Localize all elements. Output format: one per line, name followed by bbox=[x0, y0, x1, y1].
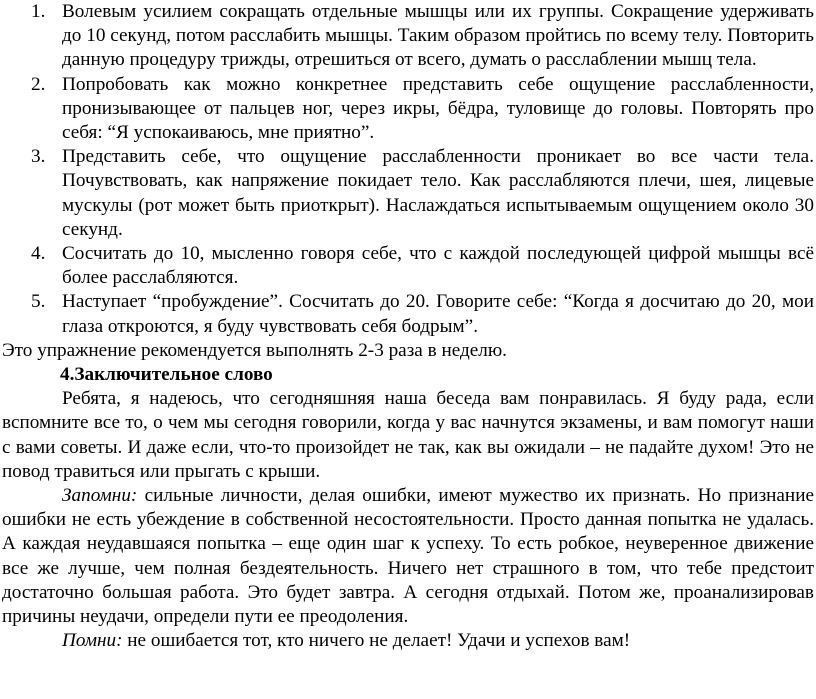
list-item bbox=[2, 0, 816, 73]
recommendation-text: Это упражнение рекомендуется выполнять 2-3 раза в неделю. bbox=[2, 339, 507, 361]
remember2-paragraph bbox=[2, 629, 816, 653]
list-item bbox=[2, 145, 816, 242]
list-item bbox=[2, 73, 816, 146]
list-item-number: 4. bbox=[31, 243, 46, 265]
list-item-number: 2. bbox=[31, 73, 46, 95]
list-item-text: Волевым усилием сокращать отдельные мышцы или их группы. Сокращение удерживать до 10 секунд, потом расслабить мышцы. Таким образом пройтись по всему телу. Повторить данную процедуру трижды, отрешиться от всего, думать о расслаблении мышц тела. bbox=[62, 1, 814, 71]
list-item-number: 3. bbox=[31, 146, 46, 168]
list-item-text: Попробовать как можно конкретнее представить себе ощущение расслабленности, пронизывающее от пальцев ног, через икры, бёдра, туловище до головы. Повторять про себя: “Я успокаиваюсь, мне приятно”. bbox=[62, 73, 814, 144]
remember-text: сильные личности, делая ошибки, имеют мужество их признать. Но признание ошибки не есть убеждение в собственной несостоятельности. Просто данная попытка не удалась. А каждая неудавшаяся попытка – еще один шаг к успеху. То есть робкое, неуверенное движение все же лучше, чем полная бездеятельность. Ничего нет страшного в том, что тебе предстоит достаточно большая работа. Это будет завтра. А сегодня отдыхай. Потом же, проанализировав причины неудачи, определи пути ее преодоления. bbox=[2, 485, 814, 628]
list-item-text: Сосчитать до 10, мысленно говоря себе, что с каждой последующей цифрой мышцы всё более расслабляются. bbox=[62, 243, 814, 289]
list-item-number: 1. bbox=[31, 1, 46, 22]
closing-paragraph: Ребята, я надеюсь, что сегодняшняя наша беседа вам понравилась. Я буду рада, если вспомните все то, о чем мы сегодня говорили, когда у вас начнутся экзамены, и вам помогут наши с вами советы. И даже если, что-то произойдет не так, как вы ожидали – не падайте духом! Это не повод травиться или прыгать с крыши. bbox=[2, 388, 814, 482]
list-item bbox=[2, 290, 816, 338]
remember2-text: не ошибается тот, кто ничего не делает! Удачи и успехов вам! bbox=[122, 630, 631, 652]
remember-label: Запомни: bbox=[62, 485, 138, 507]
remember-paragraph bbox=[2, 484, 816, 629]
section-heading: 4.Заключительное слово bbox=[60, 364, 273, 386]
list-item-text: Представить себе, что ощущение расслабленности проникает во все части тела. Почувствовать, как напряжение покидает тело. Как расслабляются плечи, шея, лицевые мускулы (рот может быть приоткрыт). Наслаждаться испытываемым ощущением около 30 секунд. bbox=[62, 146, 814, 240]
relaxation-steps-list bbox=[2, 0, 816, 339]
list-item-text: Наступает “пробуждение”. Сосчитать до 20. Говорите себе: “Когда я досчитаю до 20, мои глаза откроются, я буду чувствовать себя бодрым”. bbox=[62, 291, 814, 337]
remember2-label: Помни: bbox=[62, 630, 123, 652]
list-item-number: 5. bbox=[31, 291, 46, 313]
list-item bbox=[2, 242, 816, 290]
